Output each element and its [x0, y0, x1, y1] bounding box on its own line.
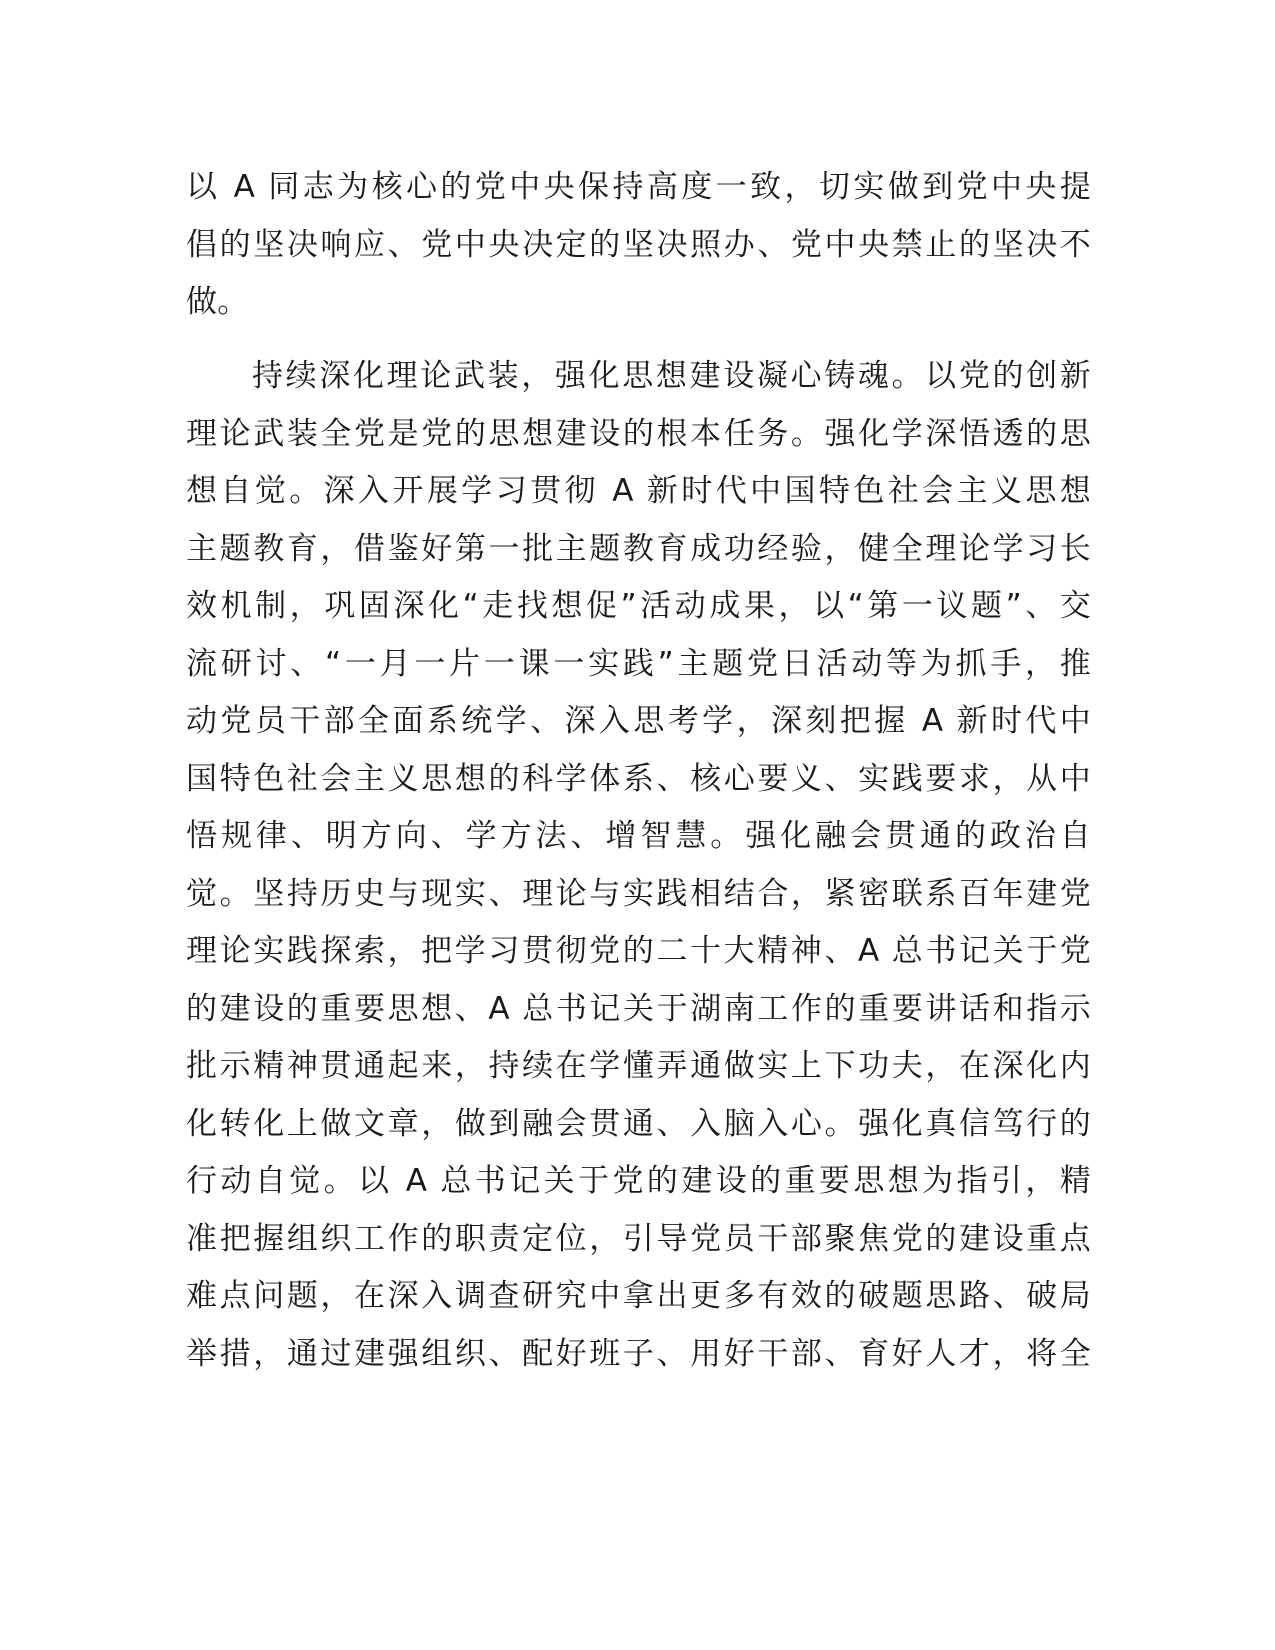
paragraph-line: 主题教育，借鉴好第一批主题教育成功经验，健全理论学习长 [186, 530, 1091, 567]
paragraph-line: 觉。坚持历史与现实、理论与实践相结合，紧密联系百年建党 [186, 875, 1091, 912]
paragraph-line: 以 A 同志为核心的党中央保持高度一致，切实做到党中央提 [186, 169, 1091, 205]
paragraph-line: 做。 [186, 284, 249, 320]
paragraph-line: 理论实践探索，把学习贯彻党的二十大精神、A 总书记关于党 [186, 933, 1091, 969]
paragraph-line: 想自觉。深入开展学习贯彻 A 新时代中国特色社会主义思想 [186, 473, 1091, 509]
paragraph-line: 动党员干部全面系统学、深入思考学，深刻把握 A 新时代中 [186, 703, 1091, 739]
paragraph-1 [186, 159, 1091, 332]
paragraph-line: 流研讨、“一月一片一课一实践”主题党日活动等为抓手，推 [186, 645, 1091, 682]
paragraph-line: 倡的坚决响应、党中央决定的坚决照办、党中央禁止的坚决不 [186, 226, 1091, 263]
paragraph-line: 化转化上做文章，做到融会贯通、入脑入心。强化真信笃行的 [186, 1105, 1091, 1142]
paragraph-line: 的建设的重要思想、A 总书记关于湖南工作的重要讲话和指示 [186, 990, 1091, 1027]
paragraph-line: 行动自觉。以 A 总书记关于党的建设的重要思想为指引，精 [186, 1163, 1091, 1199]
paragraph-line: 准把握组织工作的职责定位，引导党员干部聚焦党的建设重点 [186, 1220, 1091, 1257]
paragraph-line: 效机制，巩固深化“走找想促”活动成果，以“第一议题”、交 [186, 588, 1091, 624]
paragraph-line: 难点问题，在深入调查研究中拿出更多有效的破题思路、破局 [186, 1278, 1091, 1314]
paragraph-line: 批示精神贯通起来，持续在学懂弄通做实上下功夫，在深化内 [186, 1048, 1091, 1084]
paragraph-line: 持续深化理论武装，强化思想建设凝心铸魂。以党的创新 [252, 358, 1091, 394]
paragraph-line: 举措，通过建强组织、配好班子、用好干部、育好人才，将全 [186, 1335, 1091, 1372]
paragraph-2 [186, 348, 1091, 1383]
paragraph-line: 理论武装全党是党的思想建设的根本任务。强化学深悟透的思 [186, 415, 1091, 452]
paragraph-line: 国特色社会主义思想的科学体系、核心要义、实践要求，从中 [186, 760, 1091, 797]
paragraph-line: 悟规律、明方向、学方法、增智慧。强化融会贯通的政治自 [186, 818, 1091, 854]
